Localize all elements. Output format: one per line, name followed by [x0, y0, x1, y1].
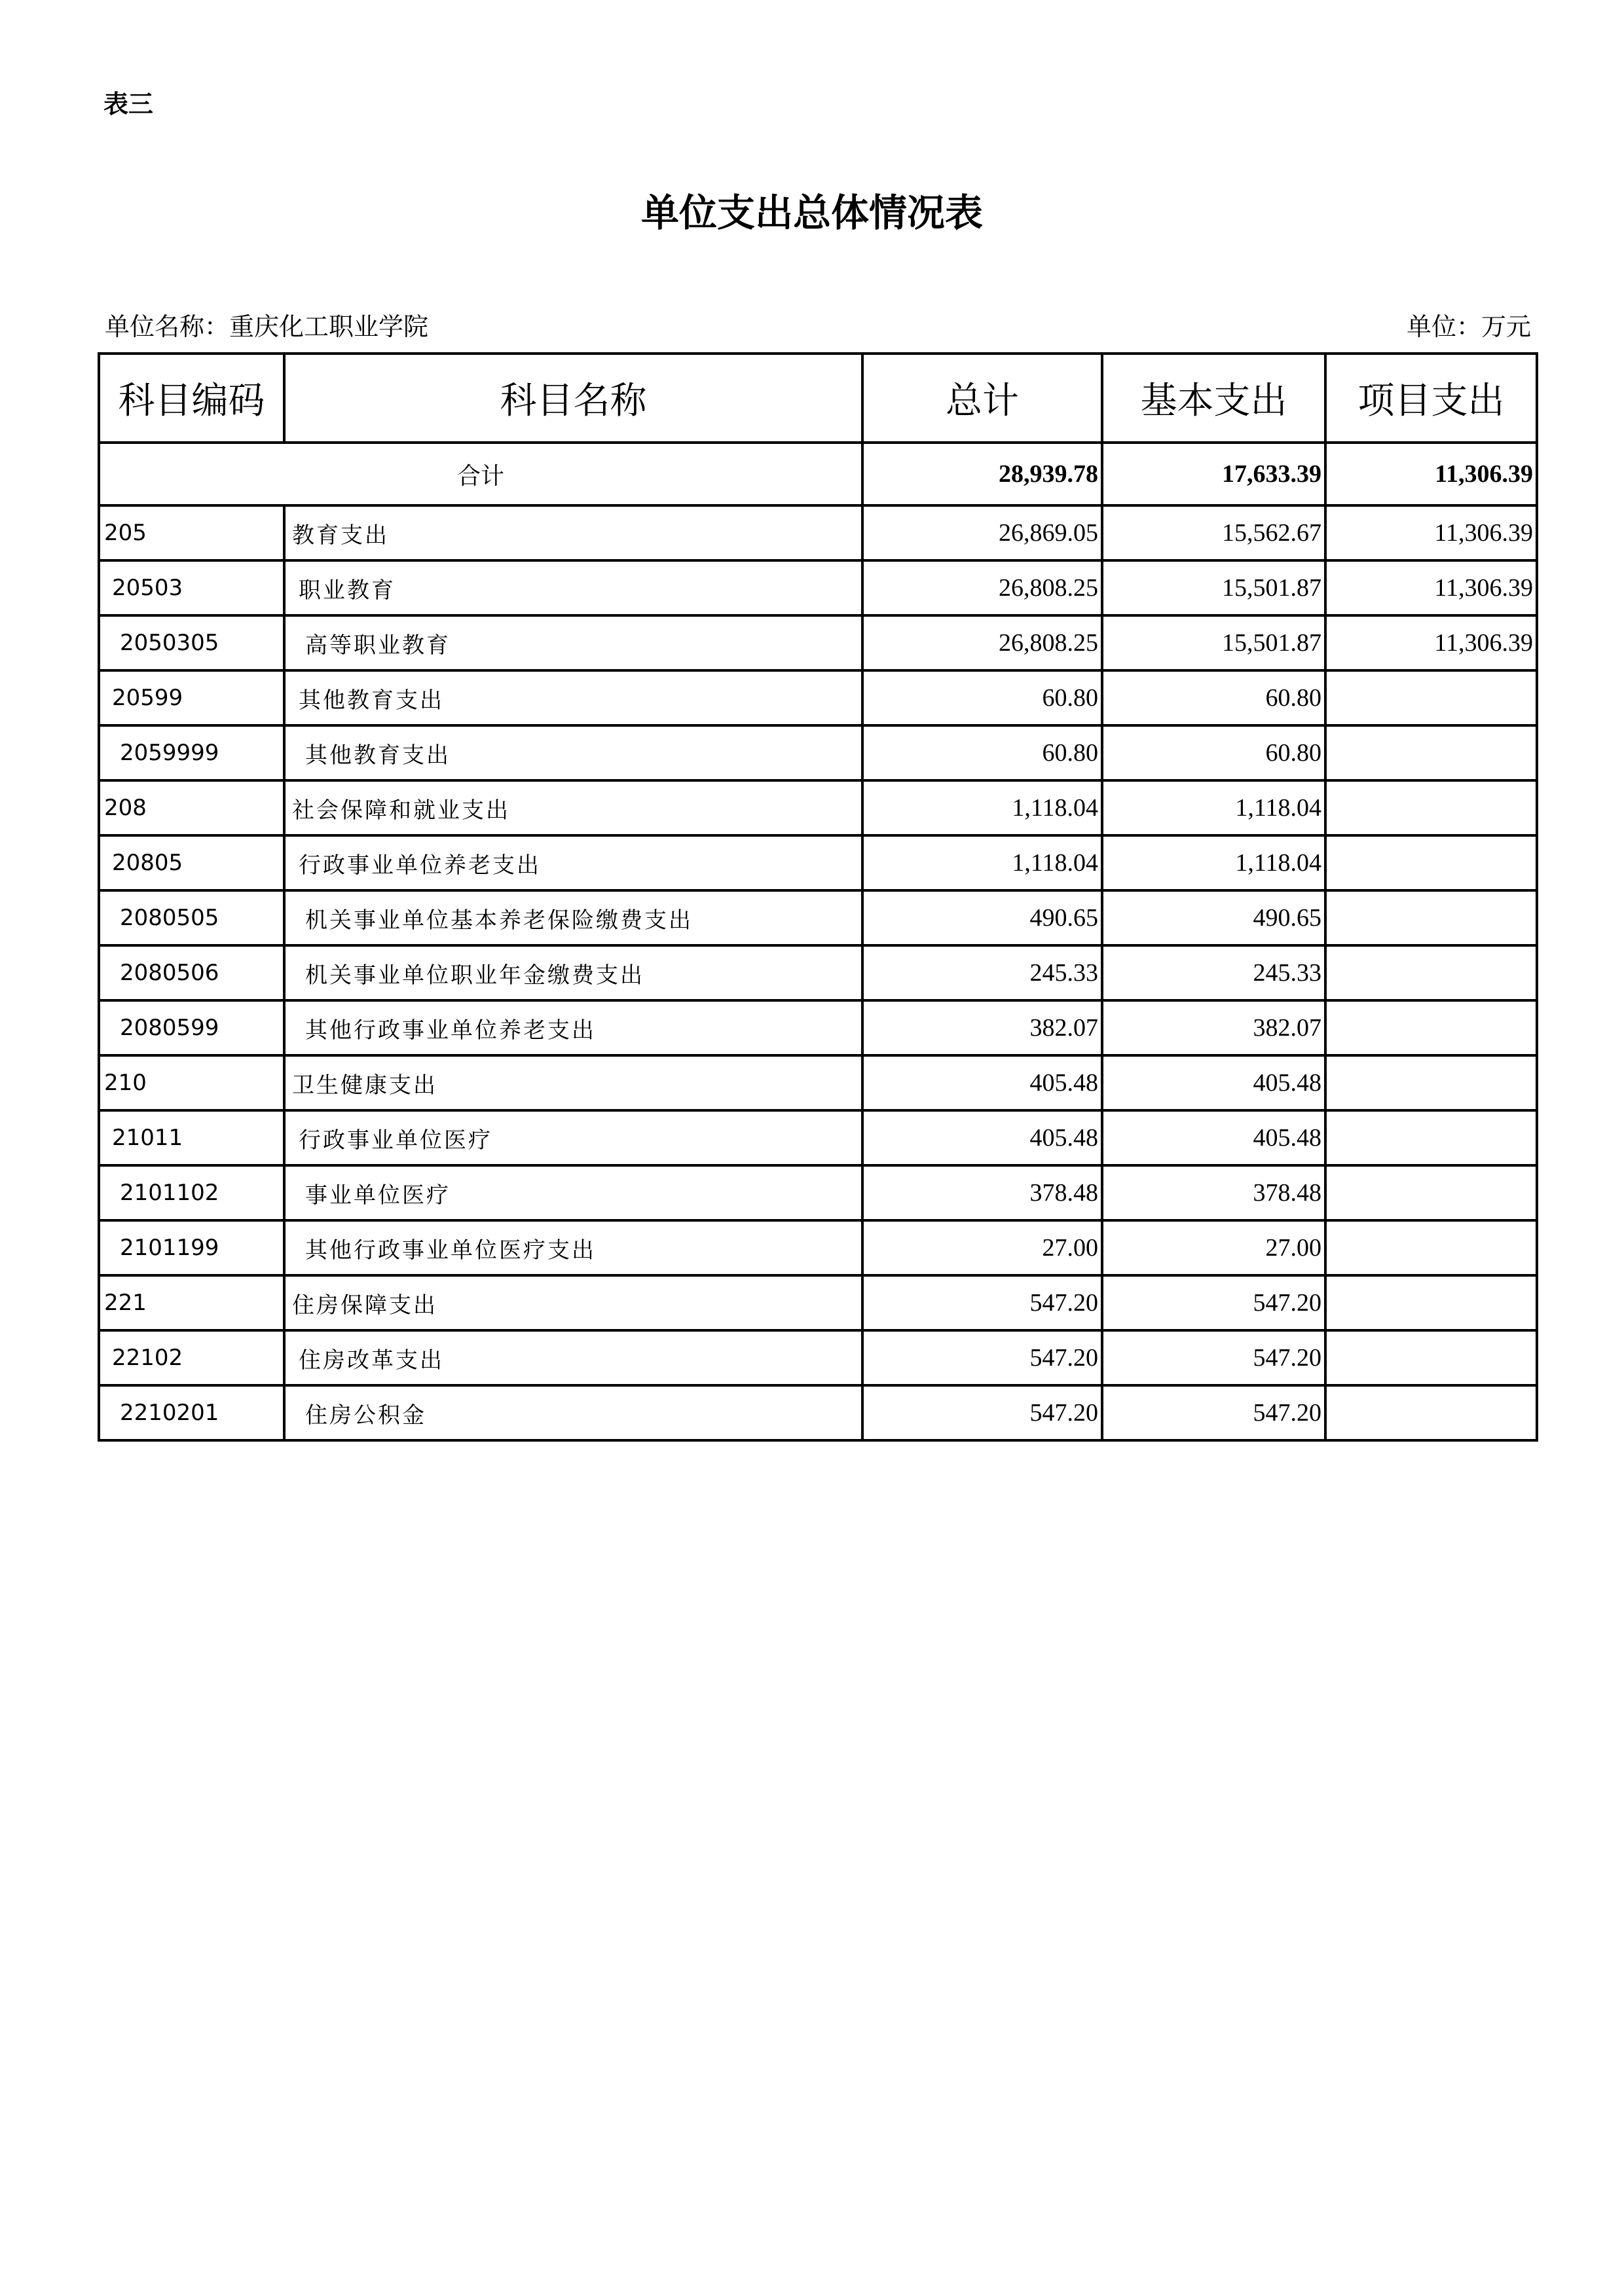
row-basic: 15,562.67 [1102, 505, 1325, 560]
row-basic: 382.07 [1102, 1000, 1325, 1055]
expenditure-table [98, 352, 1538, 1442]
row-total: 405.48 [862, 1110, 1102, 1165]
row-basic: 547.20 [1102, 1275, 1325, 1330]
row-project [1325, 1000, 1537, 1055]
row-code: 2101199 [99, 1220, 284, 1275]
table-row [99, 945, 1537, 1000]
row-project: 11,306.39 [1325, 505, 1537, 560]
row-code: 20503 [99, 560, 284, 615]
row-project [1325, 1055, 1537, 1110]
table-label: 表三 [103, 90, 154, 118]
row-total: 405.48 [862, 1055, 1102, 1110]
row-name: 住房公积金 [284, 1385, 862, 1440]
total-row [99, 443, 1537, 505]
row-project: 11,306.39 [1325, 560, 1537, 615]
row-basic: 405.48 [1102, 1055, 1325, 1110]
header-basic: 基本支出 [1102, 354, 1325, 443]
row-project [1325, 725, 1537, 780]
row-name: 机关事业单位职业年金缴费支出 [284, 945, 862, 1000]
row-basic: 547.20 [1102, 1385, 1325, 1440]
row-code: 21011 [99, 1110, 284, 1165]
row-basic: 60.80 [1102, 670, 1325, 725]
unit-line [105, 306, 1531, 346]
total-basic: 17,633.39 [1102, 443, 1325, 505]
row-project [1325, 1165, 1537, 1220]
row-total: 382.07 [862, 1000, 1102, 1055]
row-project [1325, 780, 1537, 835]
unit-name: 单位名称：重庆化工职业学院 [105, 312, 429, 341]
row-code: 2080599 [99, 1000, 284, 1055]
row-project [1325, 1385, 1537, 1440]
table-row [99, 615, 1537, 670]
row-code: 221 [99, 1275, 284, 1330]
row-code: 2059999 [99, 725, 284, 780]
row-name: 住房保障支出 [284, 1275, 862, 1330]
table-row [99, 1000, 1537, 1055]
row-code: 208 [99, 780, 284, 835]
row-name: 事业单位医疗 [284, 1165, 862, 1220]
total-total: 28,939.78 [862, 443, 1102, 505]
row-project [1325, 1330, 1537, 1385]
row-total: 1,118.04 [862, 780, 1102, 835]
row-code: 2050305 [99, 615, 284, 670]
total-label: 合计 [99, 443, 862, 505]
table-row [99, 835, 1537, 890]
row-basic: 490.65 [1102, 890, 1325, 945]
total-project: 11,306.39 [1325, 443, 1537, 505]
row-basic: 60.80 [1102, 725, 1325, 780]
row-total: 60.80 [862, 725, 1102, 780]
table-row [99, 505, 1537, 560]
row-code: 205 [99, 505, 284, 560]
row-basic: 547.20 [1102, 1330, 1325, 1385]
row-name: 其他教育支出 [284, 725, 862, 780]
table-row [99, 1220, 1537, 1275]
row-total: 1,118.04 [862, 835, 1102, 890]
row-total: 26,808.25 [862, 560, 1102, 615]
row-total: 245.33 [862, 945, 1102, 1000]
row-project: 11,306.39 [1325, 615, 1537, 670]
row-total: 547.20 [862, 1275, 1102, 1330]
row-project [1325, 1110, 1537, 1165]
row-basic: 1,118.04 [1102, 780, 1325, 835]
row-basic: 378.48 [1102, 1165, 1325, 1220]
unit-of-measure: 单位：万元 [1406, 312, 1531, 341]
header-total: 总计 [862, 354, 1102, 443]
row-name: 社会保障和就业支出 [284, 780, 862, 835]
row-project [1325, 1220, 1537, 1275]
row-name: 其他行政事业单位养老支出 [284, 1000, 862, 1055]
row-basic: 245.33 [1102, 945, 1325, 1000]
row-name: 机关事业单位基本养老保险缴费支出 [284, 890, 862, 945]
row-name: 高等职业教育 [284, 615, 862, 670]
row-name: 职业教育 [284, 560, 862, 615]
row-code: 2101102 [99, 1165, 284, 1220]
row-name: 卫生健康支出 [284, 1055, 862, 1110]
row-basic: 405.48 [1102, 1110, 1325, 1165]
page-title: 单位支出总体情况表 [640, 191, 983, 235]
row-code: 22102 [99, 1330, 284, 1385]
row-name: 教育支出 [284, 505, 862, 560]
header-name: 科目名称 [284, 354, 862, 443]
row-name: 行政事业单位医疗 [284, 1110, 862, 1165]
row-total: 26,808.25 [862, 615, 1102, 670]
row-total: 547.20 [862, 1385, 1102, 1440]
table-row [99, 1275, 1537, 1330]
row-name: 行政事业单位养老支出 [284, 835, 862, 890]
row-basic: 27.00 [1102, 1220, 1325, 1275]
row-code: 2210201 [99, 1385, 284, 1440]
row-code: 20599 [99, 670, 284, 725]
table-row [99, 1055, 1537, 1110]
row-code: 2080506 [99, 945, 284, 1000]
row-project [1325, 890, 1537, 945]
row-total: 378.48 [862, 1165, 1102, 1220]
table-row [99, 890, 1537, 945]
table-row [99, 1330, 1537, 1385]
row-code: 210 [99, 1055, 284, 1110]
row-code: 20805 [99, 835, 284, 890]
row-project [1325, 670, 1537, 725]
row-name: 其他行政事业单位医疗支出 [284, 1220, 862, 1275]
row-total: 26,869.05 [862, 505, 1102, 560]
table-row [99, 725, 1537, 780]
table-row [99, 560, 1537, 615]
table-header-row [99, 354, 1537, 443]
row-basic: 1,118.04 [1102, 835, 1325, 890]
table-row [99, 670, 1537, 725]
table-row [99, 1385, 1537, 1440]
row-basic: 15,501.87 [1102, 615, 1325, 670]
table-row [99, 780, 1537, 835]
row-project [1325, 945, 1537, 1000]
header-project: 项目支出 [1325, 354, 1537, 443]
row-total: 547.20 [862, 1330, 1102, 1385]
header-code: 科目编码 [99, 354, 284, 443]
row-name: 其他教育支出 [284, 670, 862, 725]
table-row [99, 1165, 1537, 1220]
row-name: 住房改革支出 [284, 1330, 862, 1385]
row-project [1325, 1275, 1537, 1330]
row-total: 60.80 [862, 670, 1102, 725]
table-row [99, 1110, 1537, 1165]
row-project [1325, 835, 1537, 890]
row-basic: 15,501.87 [1102, 560, 1325, 615]
row-code: 2080505 [99, 890, 284, 945]
row-total: 27.00 [862, 1220, 1102, 1275]
row-total: 490.65 [862, 890, 1102, 945]
